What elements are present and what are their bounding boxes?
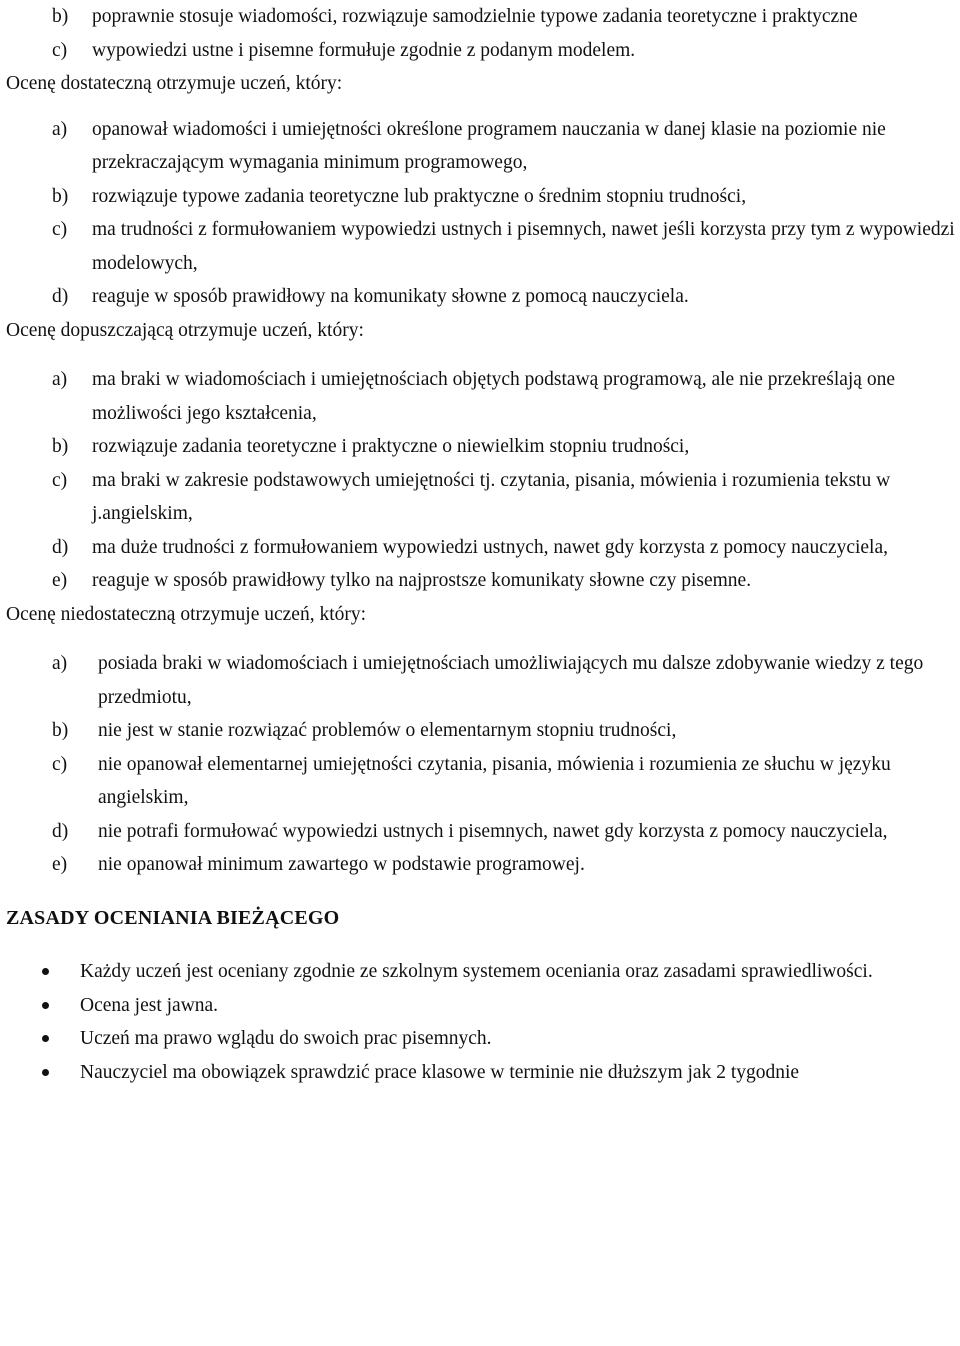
list-item-text: nie opanował minimum zawartego w podstawie programowej. [98,854,585,875]
list-marker: b) [52,185,69,207]
zasady-bullet-list [0,955,960,1089]
grade-dostateczna-heading: Ocenę dostateczną otrzymuje uczeń, który: [6,73,343,94]
grade-niedostateczna-heading: Ocenę niedostateczną otrzymuje uczeń, który: [6,603,367,625]
list-marker: c) [52,219,68,240]
list-item-text: reaguje w sposób prawidłowy na komunikaty słowne z pomocą nauczyciela. [92,286,689,307]
list-item [0,430,960,464]
list-item [0,848,960,882]
list-item-text: poprawnie stosuje wiadomości, rozwiązuje samodzielnie typowe zadania teoretyczne i praktyczne [92,6,858,27]
bullet-item-text: Nauczyciel ma obowiązek sprawdzić prace klasowe w terminie nie dłuższym jak 2 tygodnie [80,1061,800,1083]
list-item [0,213,960,280]
list-item-text: reaguje w sposób prawidłowy tylko na najprostsze komunikaty słowne czy pisemne. [92,570,752,591]
list-item [0,280,960,314]
list-item [0,531,960,565]
list-item-text: nie opanował elementarnej umiejętności czytania, pisania, mówienia i rozumienia ze słuchu w języku angielskim, [98,753,891,808]
list-marker: c) [52,39,68,61]
grade-dopuszczajaca-heading: Ocenę dopuszczającą otrzymuje uczeń, który: [6,319,364,341]
list-item [0,113,960,180]
grade-niedostateczna-list [0,647,960,882]
list-item-text: opanował wiadomości i umiejętności określone programem nauczania w danej klasie na poziomie nie przekraczającym wymagania minimum programowego, [92,118,886,173]
bullet-icon [42,1002,49,1009]
list-marker: e) [52,570,68,591]
list-marker: a) [52,369,68,390]
grade-dopuszczajaca-list [0,363,960,598]
bullet-icon [42,1069,49,1076]
section-title: ZASADY OCENIANIA BIEŻĄCEGO [6,906,340,929]
list-item-text: rozwiązuje typowe zadania teoretyczne lub praktyczne o średnim stopniu trudności, [92,185,747,207]
list-item [0,0,960,34]
list-item [0,180,960,214]
list-marker: c) [52,753,68,775]
list-marker: b) [52,436,69,457]
list-item-text: nie jest w stanie rozwiązać problemów o elementarnym stopniu trudności, [98,720,677,741]
list-item-text: posiada braki w wiadomościach i umiejętnościach umożliwiających mu dalsze zdobywanie wiedzy z tego przedmiotu, [98,653,924,708]
list-item [0,564,960,598]
bullet-item-text: Ocena jest jawna. [80,994,219,1016]
list-item-text: ma duże trudności z formułowaniem wypowiedzi ustnych, nawet gdy korzysta z pomocy nauczyciela, [92,536,888,558]
list-marker: c) [52,469,68,491]
bullet-item [0,989,960,1023]
list-marker: a) [52,653,68,674]
list-marker: d) [52,820,69,842]
list-item [0,464,960,531]
list-item-text: ma braki w wiadomościach i umiejętnościach objętych podstawą programową, ale nie przekreślają one możliwości jego kształcenia, [92,369,895,424]
bullet-icon [42,968,49,975]
list-marker: e) [52,854,68,875]
list-item [0,363,960,430]
list-item [0,647,960,714]
list-item [0,815,960,849]
grade-dostateczna-list [0,113,960,314]
bullet-item [0,955,960,989]
bullet-icon [42,1035,49,1042]
list-item [0,34,960,68]
continuation-list [0,0,960,67]
list-item [0,748,960,815]
bullet-item [0,1022,960,1056]
list-marker: b) [52,6,69,27]
bullet-item-text: Każdy uczeń jest oceniany zgodnie ze szkolnym systemem oceniania oraz zasadami sprawiedliwości. [80,961,873,982]
list-item-text: rozwiązuje zadania teoretyczne i praktyczne o niewielkim stopniu trudności, [92,436,690,457]
list-marker: a) [52,118,68,140]
list-marker: d) [52,286,69,307]
list-marker: b) [52,720,69,741]
bullet-item-text: Uczeń ma prawo wglądu do swoich prac pisemnych. [80,1028,492,1049]
list-item-text: wypowiedzi ustne i pisemne formułuje zgodnie z podanym modelem. [92,39,636,61]
list-item-text: nie potrafi formułować wypowiedzi ustnych i pisemnych, nawet gdy korzysta z pomocy nauczyciela, [98,820,888,842]
list-item-text: ma trudności z formułowaniem wypowiedzi ustnych i pisemnych, nawet jeśli korzysta przy tym z wypowiedzi modelowych, [92,219,955,274]
list-marker: d) [52,536,69,558]
list-item [0,714,960,748]
list-item-text: ma braki w zakresie podstawowych umiejętności tj. czytania, pisania, mówienia i rozumienia tekstu w j.angielskim, [92,469,891,524]
bullet-item [0,1056,960,1090]
